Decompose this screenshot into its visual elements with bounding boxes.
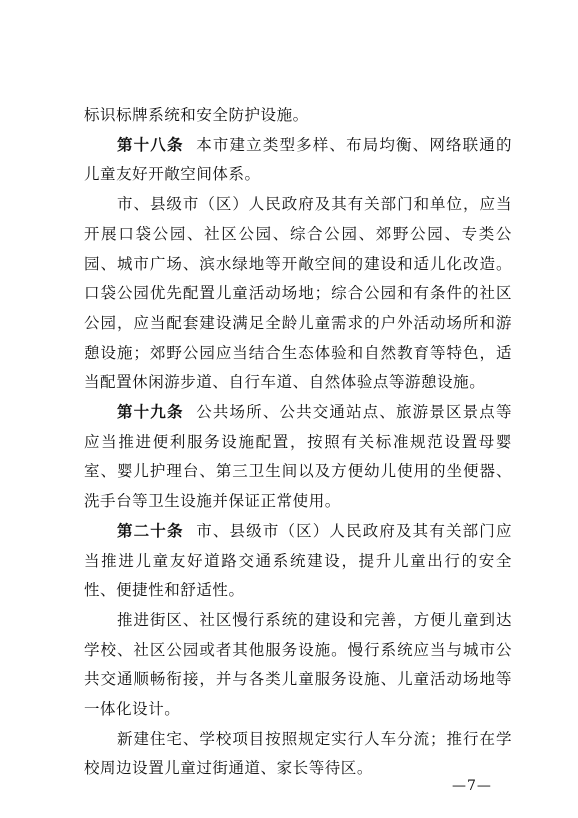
page-number: —7— <box>452 778 492 794</box>
paragraph-1 <box>84 101 512 131</box>
article-18 <box>84 131 512 190</box>
paragraph-text: 公共场所、公共交通站点、旅游景区景点等应当推进便利服务设施配置，按照有关标准规范设置母婴室、婴儿护理台、第三卫生间以及方便幼儿使用的坐便器、洗手台等卫生设施并保证正常使用。 <box>84 403 512 511</box>
paragraph-text: 市、县级市（区）人民政府及其有关部门应当推进儿童友好道路交通系统建设，提升儿童出行的安全性、便捷性和舒适性。 <box>84 521 512 600</box>
paragraph-text: 本市建立类型多样、布局均衡、网络联通的儿童友好开敞空间体系。 <box>84 135 512 184</box>
paragraph-text: 市、县级市（区）人民政府及其有关部门和单位，应当开展口袋公园、社区公园、综合公园、郊野公园、专类公园、城市广场、滨水绿地等开敞空间的建设和适儿化改造。口袋公园优先配置儿童活动场地；综合公园和有条件的社区公园，应当配套建设满足全龄儿童需求的户外活动场所和游憩设施；郊野公园应当结合生态体验和自然教育等特色，适当配置休闲游步道、自行车道、自然体验点等游憩设施。 <box>84 195 512 392</box>
article-heading: 第十八条 <box>117 135 184 154</box>
paragraph-7 <box>84 725 512 784</box>
article-19 <box>84 398 512 517</box>
paragraph-6 <box>84 606 512 725</box>
article-heading: 第二十条 <box>117 521 184 540</box>
paragraph-text: 标识标牌系统和安全防护设施。 <box>84 106 309 124</box>
paragraph-text: 新建住宅、学校项目按照规定实行人车分流；推行在学校周边设置儿童过街通道、家长等待区。 <box>84 729 512 778</box>
document-body <box>84 101 512 784</box>
article-20 <box>84 517 512 606</box>
article-heading: 第十九条 <box>117 403 184 422</box>
paragraph-3 <box>84 190 512 398</box>
paragraph-text: 推进街区、社区慢行系统的建设和完善，方便儿童到达学校、社区公园或者其他服务设施。慢行系统应当与城市公共交通顺畅衔接，并与各类儿童服务设施、儿童活动场地等一体化设计。 <box>84 610 512 719</box>
